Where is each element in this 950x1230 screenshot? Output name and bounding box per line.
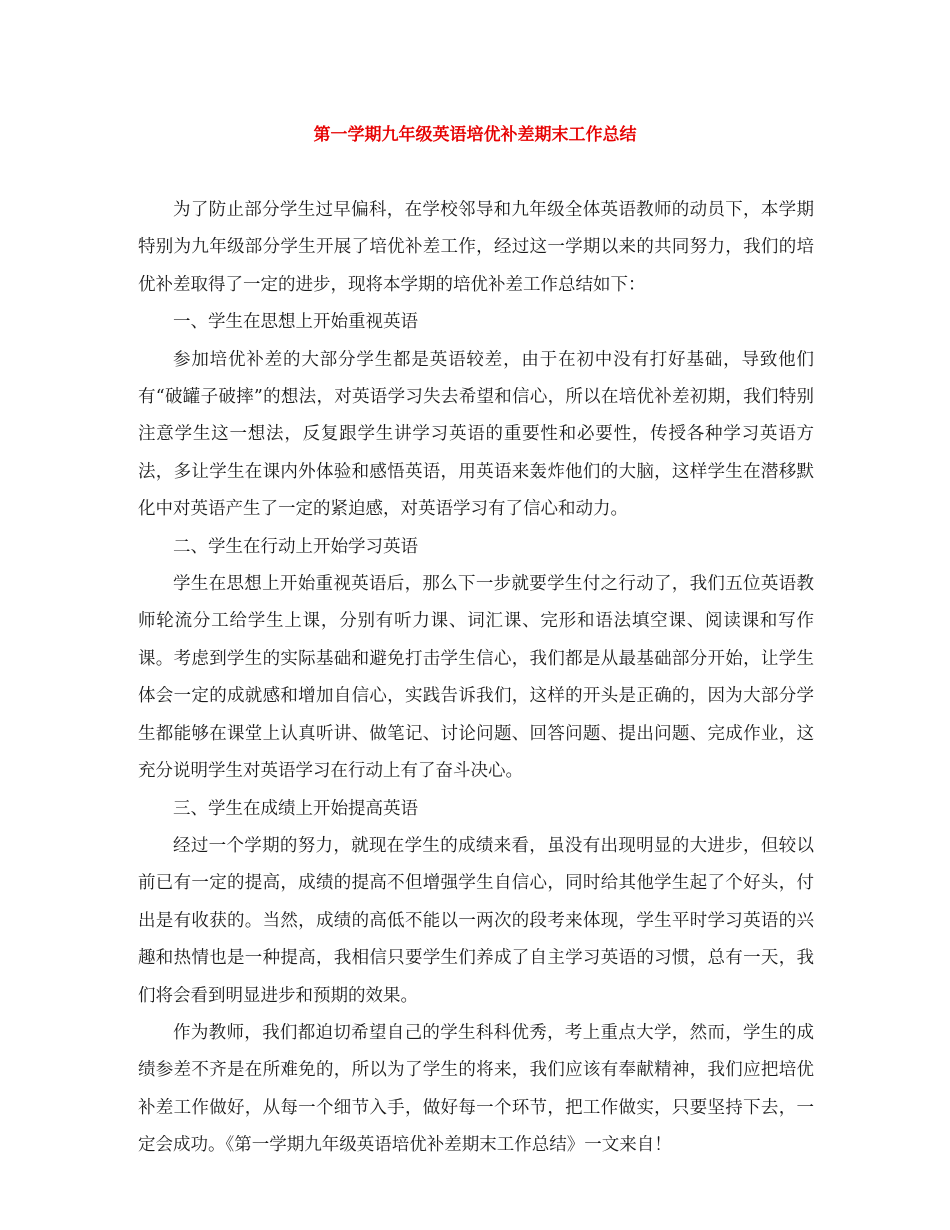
paragraph-section-2: 学生在思想上开始重视英语后，那么下一步就要学生付之行动了，我们五位英语教师轮流分工给学生上课，分别有听力课、词汇课、完形和语法填空课、阅读课和写作课。考虑到学生的实际基础和避免打击学生信心，我们都是从最基础部分开始，让学生体会一定的成就感和增加自信心，实践告诉我们，这样的开头是正确的，因为大部分学生都能够在课堂上认真听讲、做笔记、讨论问题、回答问题、提出问题、完成作业，这充分说明学生对英语学习在行动上有了奋斗决心。 (138, 574, 814, 782)
section-heading-3: 三、学生在成绩上开始提高英语 (173, 798, 418, 819)
document-title: 第一学期九年级英语培优补差期末工作总结 (313, 125, 637, 145)
section-heading-1: 一、学生在思想上开始重视英语 (173, 312, 418, 333)
paragraph-section-1: 参加培优补差的大部分学生都是英语较差，由于在初中没有打好基础，导致他们有“破罐子破摔”的想法，对英语学习失去希望和信心，所以在培优补差初期，我们特别注意学生这一想法，反复跟学生讲学习英语的重要性和必要性，传授各种学习英语方法，多让学生在课内外体验和感悟英语，用英语来轰炸他们的大脑，这样学生在潜移默化中对英语产生了一定的紧迫感，对英语学习有了信心和动力。 (138, 349, 814, 520)
section-heading-2: 二、学生在行动上开始学习英语 (173, 536, 418, 557)
paragraph-conclusion: 作为教师，我们都迫切希望自己的学生科科优秀，考上重点大学，然而，学生的成绩参差不齐是在所难免的，所以为了学生的将来，我们应该有奉献精神，我们应把培优补差工作做好，从每一个细节入手，做好每一个环节，把工作做实，只要坚持下去，一定会成功。《第一学期九年级英语培优补差期末工作总结》一文来自！ (138, 1022, 814, 1156)
paragraph-intro: 为了防止部分学生过早偏科，在学校邻导和九年级全体英语教师的动员下，本学期特别为九年级部分学生开展了培优补差工作，经过这一学期以来的共同努力，我们的培优补差取得了一定的进步，现将本学期的培优补差工作总结如下： (138, 200, 814, 295)
document-body (138, 192, 814, 1165)
paragraph-section-3: 经过一个学期的努力，就现在学生的成绩来看，虽没有出现明显的大进步，但较以前已有一定的提高，成绩的提高不但增强学生自信心，同时给其他学生起了个好头，付出是有收获的。当然，成绩的高低不能以一两次的段考来体现，学生平时学习英语的兴趣和热情也是一种提高，我相信只要学生们养成了自主学习英语的习惯，总有一天，我们将会看到明显进步和预期的效果。 (138, 835, 814, 1006)
